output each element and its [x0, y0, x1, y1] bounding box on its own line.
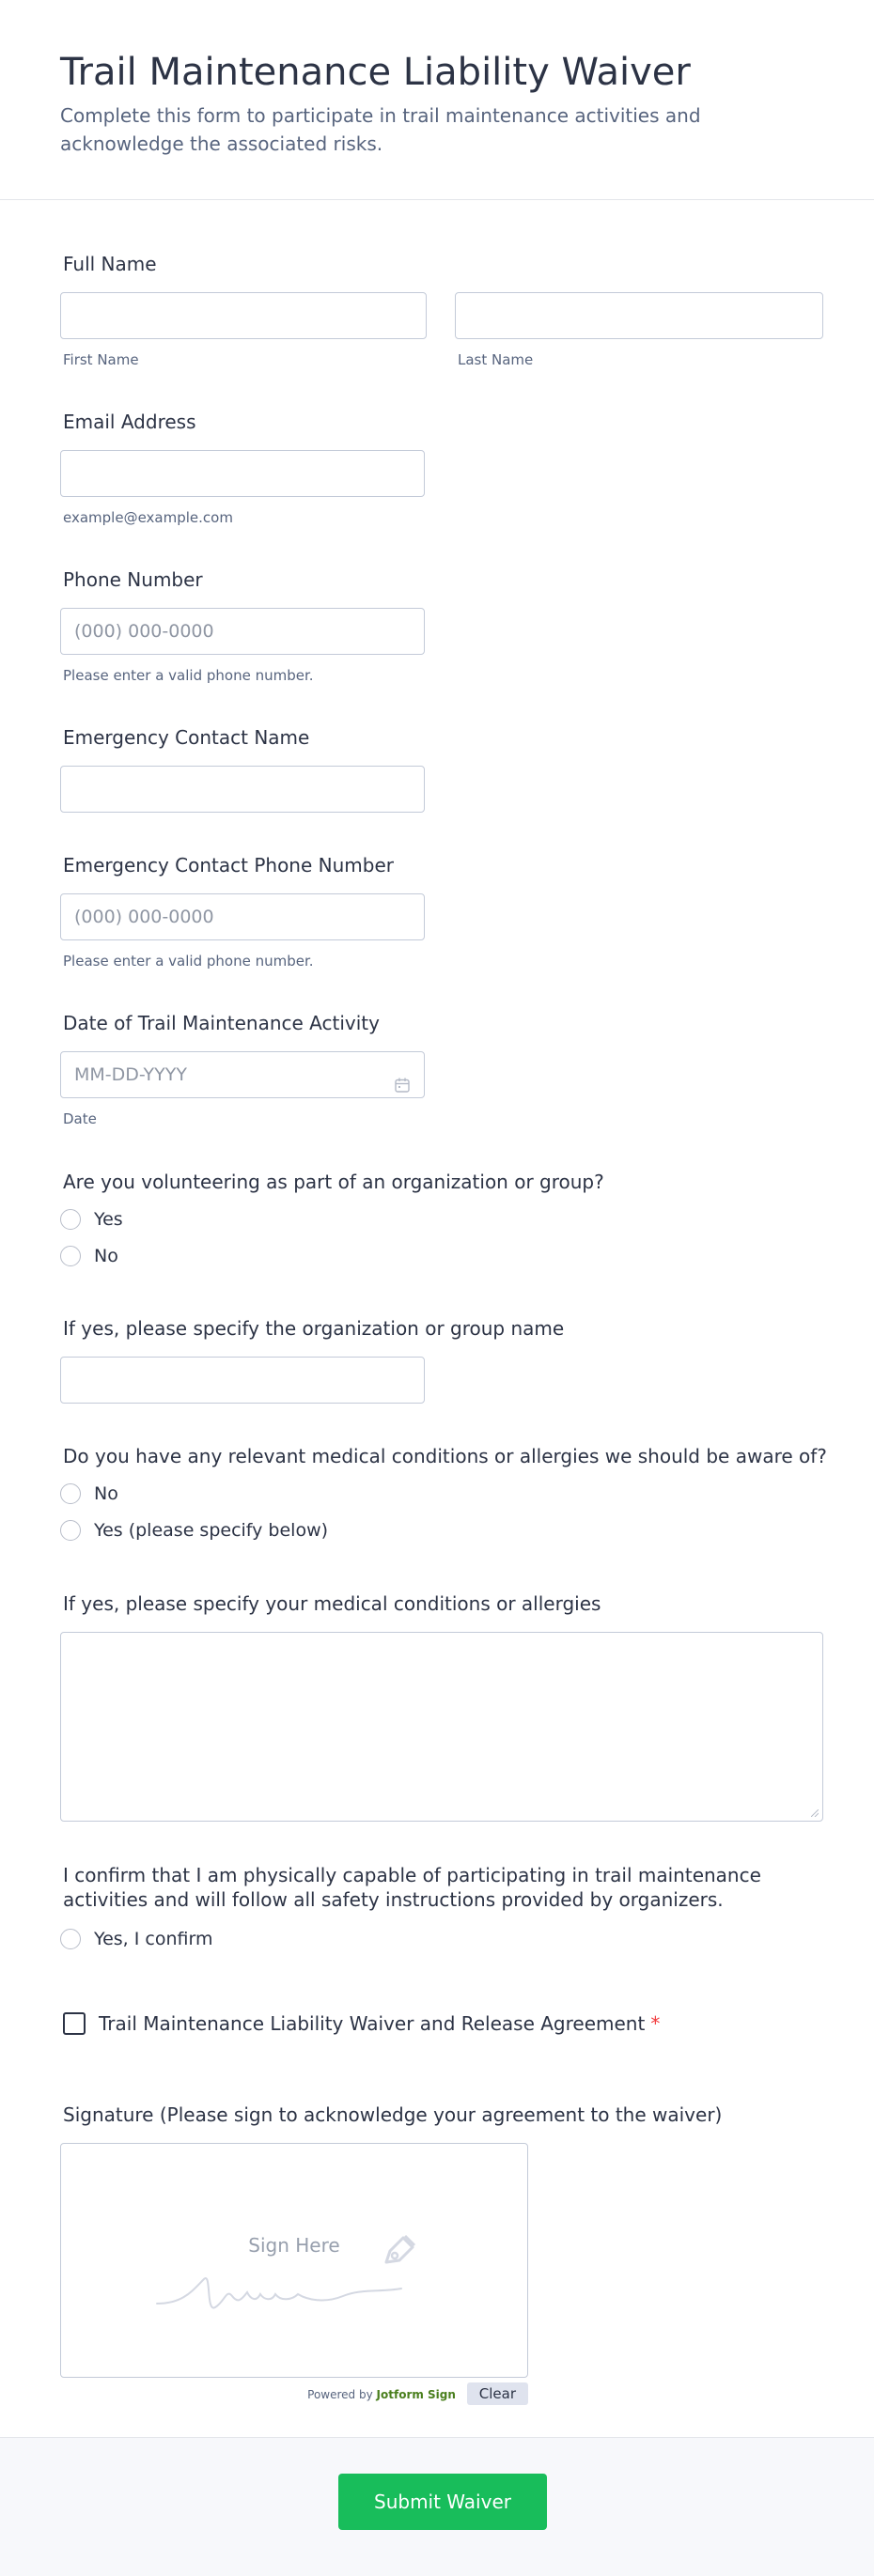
- emergency-name-input[interactable]: [60, 766, 425, 813]
- emergency-phone-label: Emergency Contact Phone Number: [63, 854, 394, 877]
- phone-sublabel: Please enter a valid phone number.: [63, 667, 314, 684]
- agreement-checkbox-row[interactable]: [63, 2010, 660, 2037]
- emergency-name-label: Emergency Contact Name: [63, 726, 310, 749]
- agreement-field: [60, 2010, 660, 2037]
- page-title: Trail Maintenance Liability Waiver: [60, 51, 691, 94]
- signature-placeholder: Sign Here: [248, 2234, 340, 2257]
- medical-details-field: [60, 1591, 823, 1822]
- org-name-field: [60, 1316, 564, 1404]
- email-sublabel: example@example.com: [63, 509, 233, 526]
- date-sublabel: Date: [63, 1110, 97, 1127]
- last-name-sublabel: Last Name: [458, 351, 534, 368]
- email-label: Email Address: [63, 411, 196, 433]
- radio-label: No: [94, 1483, 118, 1504]
- confirm-option[interactable]: [60, 1927, 812, 1951]
- full-name-field: [60, 252, 823, 369]
- powered-prefix: Powered by: [307, 2388, 373, 2401]
- medical-option-no[interactable]: [60, 1482, 827, 1506]
- emergency-name-field: [60, 725, 425, 813]
- radio-label: Yes (please specify below): [94, 1520, 329, 1541]
- medical-question-field: [60, 1444, 827, 1543]
- radio-label: Yes: [94, 1209, 123, 1230]
- first-name-input[interactable]: [60, 292, 427, 339]
- first-name-sublabel: First Name: [63, 351, 139, 368]
- last-name-input[interactable]: [455, 292, 823, 339]
- phone-label: Phone Number: [63, 568, 203, 591]
- radio-label: No: [94, 1246, 118, 1266]
- medical-option-yes[interactable]: [60, 1518, 827, 1543]
- signature-field: [60, 2103, 722, 2405]
- org-name-input[interactable]: [60, 1357, 425, 1404]
- radio-button[interactable]: [60, 1209, 81, 1230]
- form-header: [0, 0, 874, 200]
- signature-label: Signature (Please sign to acknowledge your agreement to the waiver): [63, 2103, 723, 2126]
- agreement-label: Trail Maintenance Liability Waiver and Release Agreement: [99, 2012, 646, 2035]
- powered-by-text: [307, 2388, 460, 2401]
- confirm-label: I confirm that I am physically capable of participating in trail maintenance activities and will follow all safety instructions provided by organizers.: [63, 1864, 761, 1911]
- emergency-phone-input[interactable]: (000) 000-0000: [60, 893, 425, 940]
- page-subtitle: Complete this form to participate in trail maintenance activities and acknowledge the associated risks.: [60, 104, 701, 155]
- radio-button[interactable]: [60, 1483, 81, 1504]
- date-label: Date of Trail Maintenance Activity: [63, 1012, 380, 1034]
- confirm-field: [60, 1863, 812, 1951]
- org-option-yes[interactable]: [60, 1207, 604, 1232]
- jotform-sign-link[interactable]: Jotform Sign: [376, 2388, 456, 2401]
- medical-question-label: Do you have any relevant medical conditions or allergies we should be aware of?: [63, 1445, 827, 1467]
- radio-button[interactable]: [60, 1246, 81, 1266]
- clear-signature-button[interactable]: Clear: [467, 2382, 528, 2405]
- phone-field: [60, 567, 425, 685]
- agreement-checkbox[interactable]: [63, 2012, 86, 2035]
- medical-details-textarea[interactable]: [60, 1632, 823, 1822]
- email-field: [60, 410, 425, 527]
- signature-pad[interactable]: [60, 2143, 528, 2378]
- email-input[interactable]: [60, 450, 425, 497]
- date-input[interactable]: [60, 1051, 425, 1098]
- full-name-label: Full Name: [63, 253, 157, 275]
- calendar-icon[interactable]: [394, 1065, 411, 1082]
- radio-button[interactable]: [60, 1929, 81, 1949]
- radio-label: Yes, I confirm: [94, 1929, 213, 1949]
- date-placeholder: MM-DD-YYYY: [74, 1064, 187, 1085]
- form-footer: [0, 2437, 874, 2576]
- org-name-label: If yes, please specify the organization or group name: [63, 1317, 565, 1340]
- emergency-phone-sublabel: Please enter a valid phone number.: [63, 953, 314, 970]
- medical-details-label: If yes, please specify your medical conditions or allergies: [63, 1592, 601, 1615]
- date-field: [60, 1011, 425, 1128]
- emergency-phone-field: [60, 853, 425, 970]
- resize-handle-icon[interactable]: [811, 1809, 819, 1817]
- org-option-no[interactable]: [60, 1244, 604, 1268]
- org-question-label: Are you volunteering as part of an organization or group?: [63, 1171, 604, 1193]
- submit-button[interactable]: Submit Waiver: [338, 2474, 547, 2530]
- org-question-field: [60, 1170, 604, 1268]
- phone-input[interactable]: (000) 000-0000: [60, 608, 425, 655]
- signature-footer: [60, 2382, 528, 2405]
- required-asterisk: *: [650, 2012, 661, 2035]
- radio-button[interactable]: [60, 1520, 81, 1541]
